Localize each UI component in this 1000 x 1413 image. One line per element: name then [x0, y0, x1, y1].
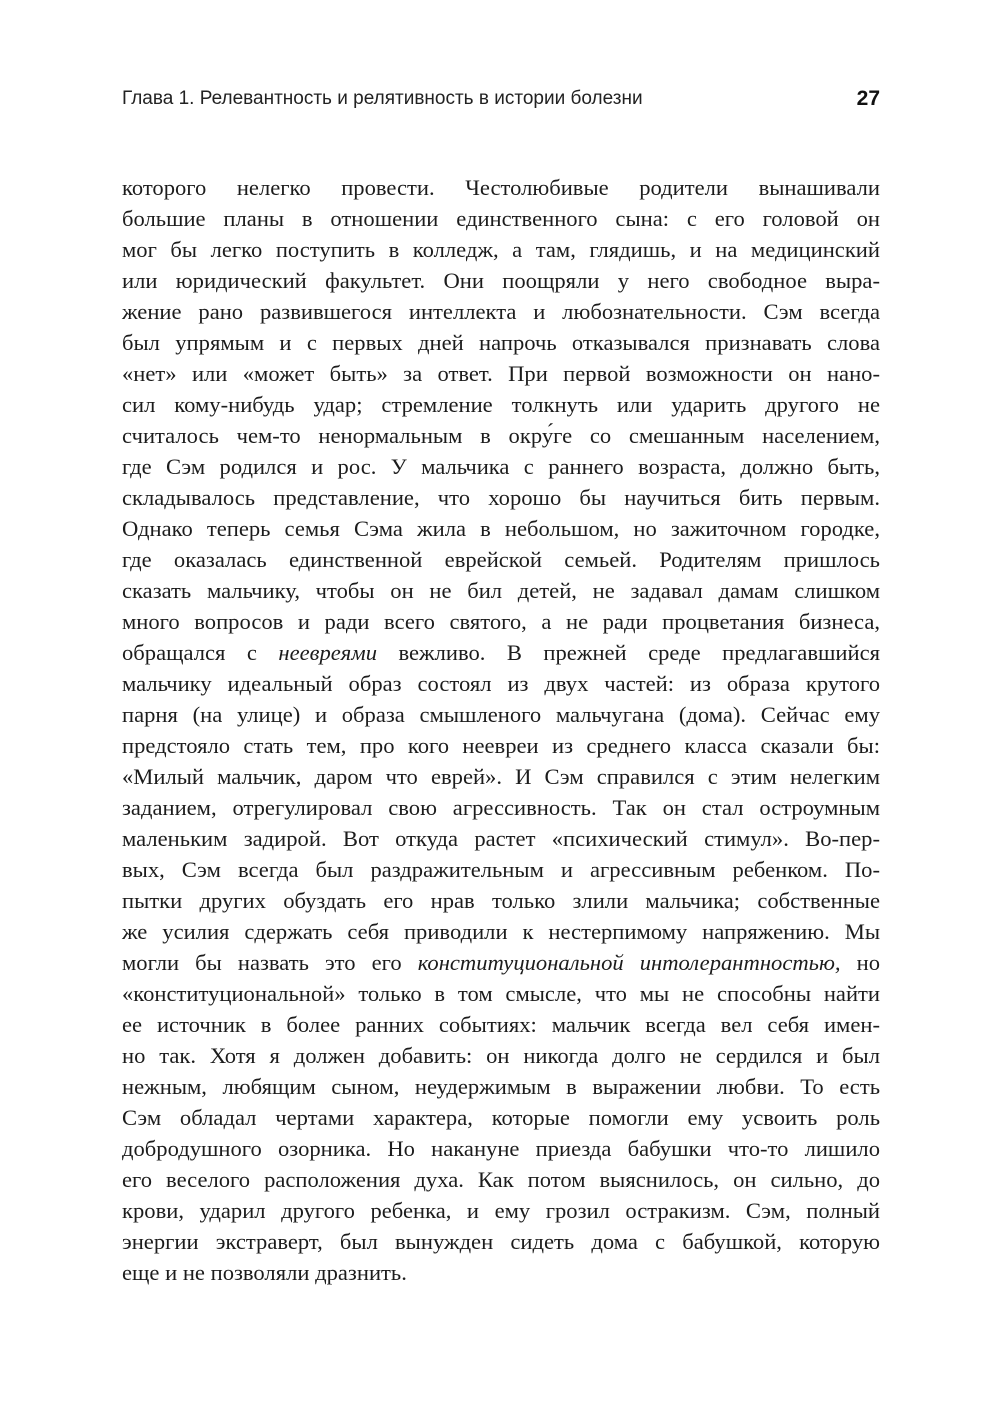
emphasis-word: неевреями [278, 640, 377, 665]
text-line: добродушного озорника. Но накануне приезда бабушки что-то лишило [122, 1136, 880, 1161]
text-line: складывалось представление, что хорошо бы научиться бить первым. [122, 485, 880, 510]
page-number: 27 [856, 87, 880, 110]
text-line: сказать мальчику, чтобы он не бил детей, не задавал дамам слишком [122, 578, 880, 603]
text-line: много вопросов и ради всего святого, а не ради процветания бизнеса, [122, 609, 880, 634]
text-line: Сэм обладал чертами характера, которые помогли ему усвоить роль [122, 1105, 880, 1130]
text-line: предстояло стать тем, про кого неевреи из среднего класса сказали бы: [122, 733, 880, 758]
text-segment: обращался с [122, 640, 279, 665]
text-line: же усилия сдержать себя приводили к нестерпимому напряжению. Мы [122, 919, 880, 944]
text-line: заданием, отрегулировал свою агрессивность. Так он стал остроумным [122, 795, 880, 820]
text-line: которого нелегко провести. Честолюбивые родители вынашивали [122, 175, 880, 200]
text-segment: но [840, 950, 880, 975]
text-segment: вежливо. В прежней среде предлагавшийся [377, 640, 881, 665]
text-line: еще и не позволяли дразнить. [122, 1260, 407, 1285]
text-line: считалось чем-то ненормальным в окру́ге со смешанным населением, [122, 423, 880, 448]
text-line: мальчику идеальный образ состоял из двух частей: из образа крутого [122, 671, 880, 696]
text-line: его веселого расположения духа. Как потом выяснилось, он сильно, до [122, 1167, 880, 1192]
emphasis-phrase: конституциональной интолерантностью, [417, 950, 841, 975]
text-line: ее источник в более ранних событиях: мальчик всегда вел себя имен- [122, 1012, 880, 1037]
chapter-title: Глава 1. Релевантность и релятивность в истории болезни [122, 88, 643, 109]
running-header [122, 84, 880, 114]
text-line: «нет» или «может быть» за ответ. При первой возможности он нано- [122, 361, 880, 386]
text-line: был упрямым и с первых дней напрочь отказывался признавать слова [122, 330, 880, 355]
text-line: сил кому-нибудь удар; стремление толкнуть или ударить другого не [122, 392, 880, 417]
text-line: пытки других обуздать его нрав только злили мальчика; собственные [122, 888, 880, 913]
text-line: или юридический факультет. Они поощряли у него свободное выра- [122, 268, 880, 293]
text-line: крови, ударил другого ребенка, и ему грозил остракизм. Сэм, полный [122, 1198, 880, 1223]
text-line: большие планы в отношении единственного сына: с его головой он [122, 206, 880, 231]
text-line: Однако теперь семья Сэма жила в небольшом, но зажиточном городке, [122, 516, 880, 541]
text-line: «Милый мальчик, даром что еврей». И Сэм справился с этим нелегким [122, 764, 880, 789]
text-line [122, 947, 880, 978]
text-line: вых, Сэм всегда был раздражительным и агрессивным ребенком. По- [122, 857, 880, 882]
text-line: мог бы легко поступить в колледж, а там, глядишь, и на медицинский [122, 237, 880, 262]
text-segment: могли бы назвать это его [122, 950, 418, 975]
text-line: нежным, любящим сыном, неудержимым в выражении любви. То есть [122, 1074, 880, 1099]
body-text [122, 172, 880, 1288]
text-line: маленьким задирой. Вот откуда растет «психический стимул». Во-пер- [122, 826, 880, 851]
text-line: энергии экстраверт, был вынужден сидеть дома с бабушкой, которую [122, 1229, 880, 1254]
text-line [122, 637, 880, 668]
text-line: где оказалась единственной еврейской семьей. Родителям пришлось [122, 547, 880, 572]
text-line: «конституциональной» только в том смысле, что мы не способны найти [122, 981, 880, 1006]
text-line: где Сэм родился и рос. У мальчика с раннего возраста, должно быть, [122, 454, 880, 479]
text-line: жение рано развившегося интеллекта и любознательности. Сэм всегда [122, 299, 880, 324]
text-line: но так. Хотя я должен добавить: он никогда долго не сердился и был [122, 1043, 880, 1068]
text-line: парня (на улице) и образа смышленого мальчугана (дома). Сейчас ему [122, 702, 880, 727]
